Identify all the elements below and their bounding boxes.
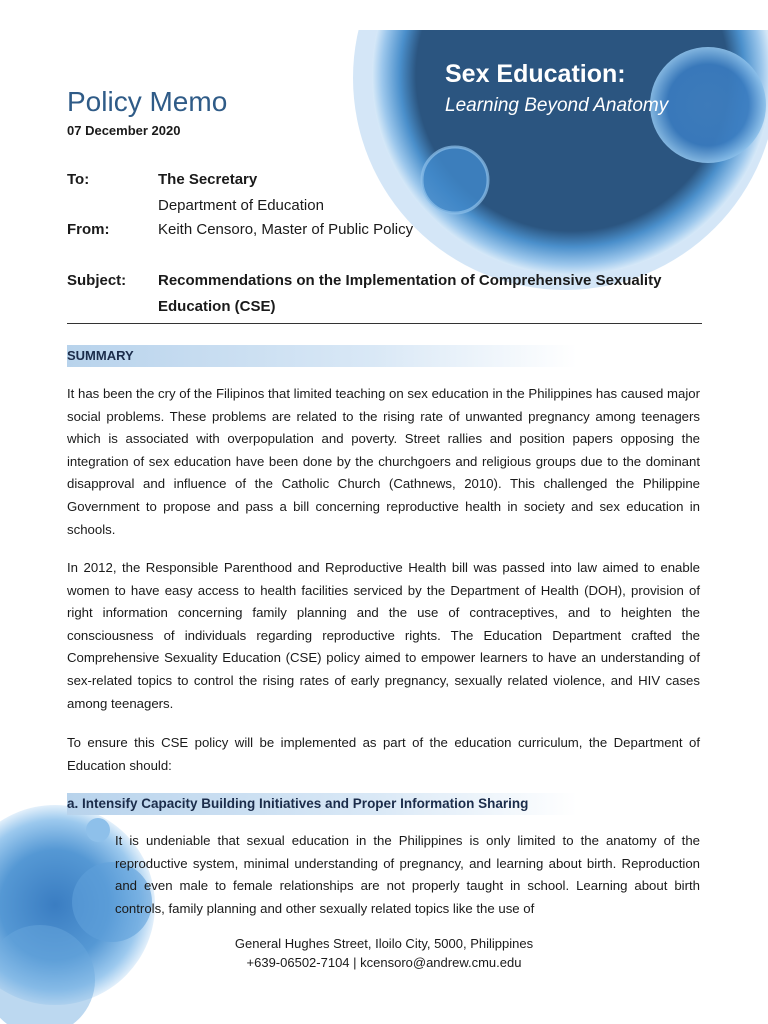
- summary-paragraph-2: In 2012, the Responsible Parenthood and Reproductive Health bill was passed into law aimed to enable women to have easy access to health facilities serviced by the Department of Health (DOH), provision of right information concerning family planning and the use of contraceptives, and to heighten the consciousness of individuals regarding reproductive rights. The Education Department crafted the Comprehensive Sexuality Education (CSE) policy aimed to empower learners to have an understanding of sex-related topics to control the rising rates of early pregnancy, sexually related violence, and HIV cases among teenagers.: [67, 560, 700, 711]
- from-label: From:: [67, 221, 110, 238]
- section-a-heading: a. Intensify Capacity Building Initiatives and Proper Information Sharing: [67, 796, 529, 811]
- subject-line-2: Education (CSE): [158, 298, 276, 315]
- footer-contact: +639-06502-7104 | kcensoro@andrew.cmu.edu: [246, 955, 522, 970]
- section-a-paragraph-1: It is undeniable that sexual education in the Philippines is only limited to the anatomy of the reproductive system, minimal understanding of pregnancy, and learning about birth. Reproduction and even male to female relationships are not properly taught in school. Learning about birth controls, family planning and other sexually related topics like the use of: [115, 833, 700, 916]
- summary-paragraph-1: It has been the cry of the Filipinos that limited teaching on sex education in the Philippines has caused major social problems. These problems are related to the rising rate of unwanted pregnancy among teenagers which is associated with overpopulation and poverty. Street rallies and position papers opposing the integration of sex education have been done by the churchgoers and religious groups due to the dominant disapproval and influence of the Catholic Church (Cathnews, 2010). This challenged the Philippine Government to propose and pass a bill concerning reproductive health in society and sex education in schools.: [67, 386, 700, 537]
- to-department: Department of Education: [158, 197, 324, 214]
- summary-heading-bar: [67, 345, 577, 367]
- to-label: To:: [67, 171, 90, 188]
- banner-subtitle: Learning Beyond Anatomy: [445, 95, 669, 116]
- summary-heading: SUMMARY: [67, 348, 134, 363]
- subject-label: Subject:: [67, 272, 127, 289]
- top-circle-edge: [0, 0, 768, 30]
- section-a-heading-bar: [67, 793, 577, 815]
- footer-address: General Hughes Street, Iloilo City, 5000, Philippines: [234, 936, 534, 951]
- from-value: Keith Censoro, Master of Public Policy: [158, 221, 414, 238]
- memo-date: 07 December 2020: [67, 123, 181, 138]
- banner-title: Sex Education:: [445, 60, 626, 88]
- subject-line-1: Recommendations on the Implementation of Comprehensive Sexuality: [158, 272, 662, 289]
- to-name: The Secretary: [158, 171, 258, 188]
- header-divider: [67, 323, 702, 324]
- summary-paragraph-3: To ensure this CSE policy will be implemented as part of the education curriculum, the Department of Education should:: [67, 735, 700, 773]
- memo-title: Policy Memo: [67, 86, 228, 117]
